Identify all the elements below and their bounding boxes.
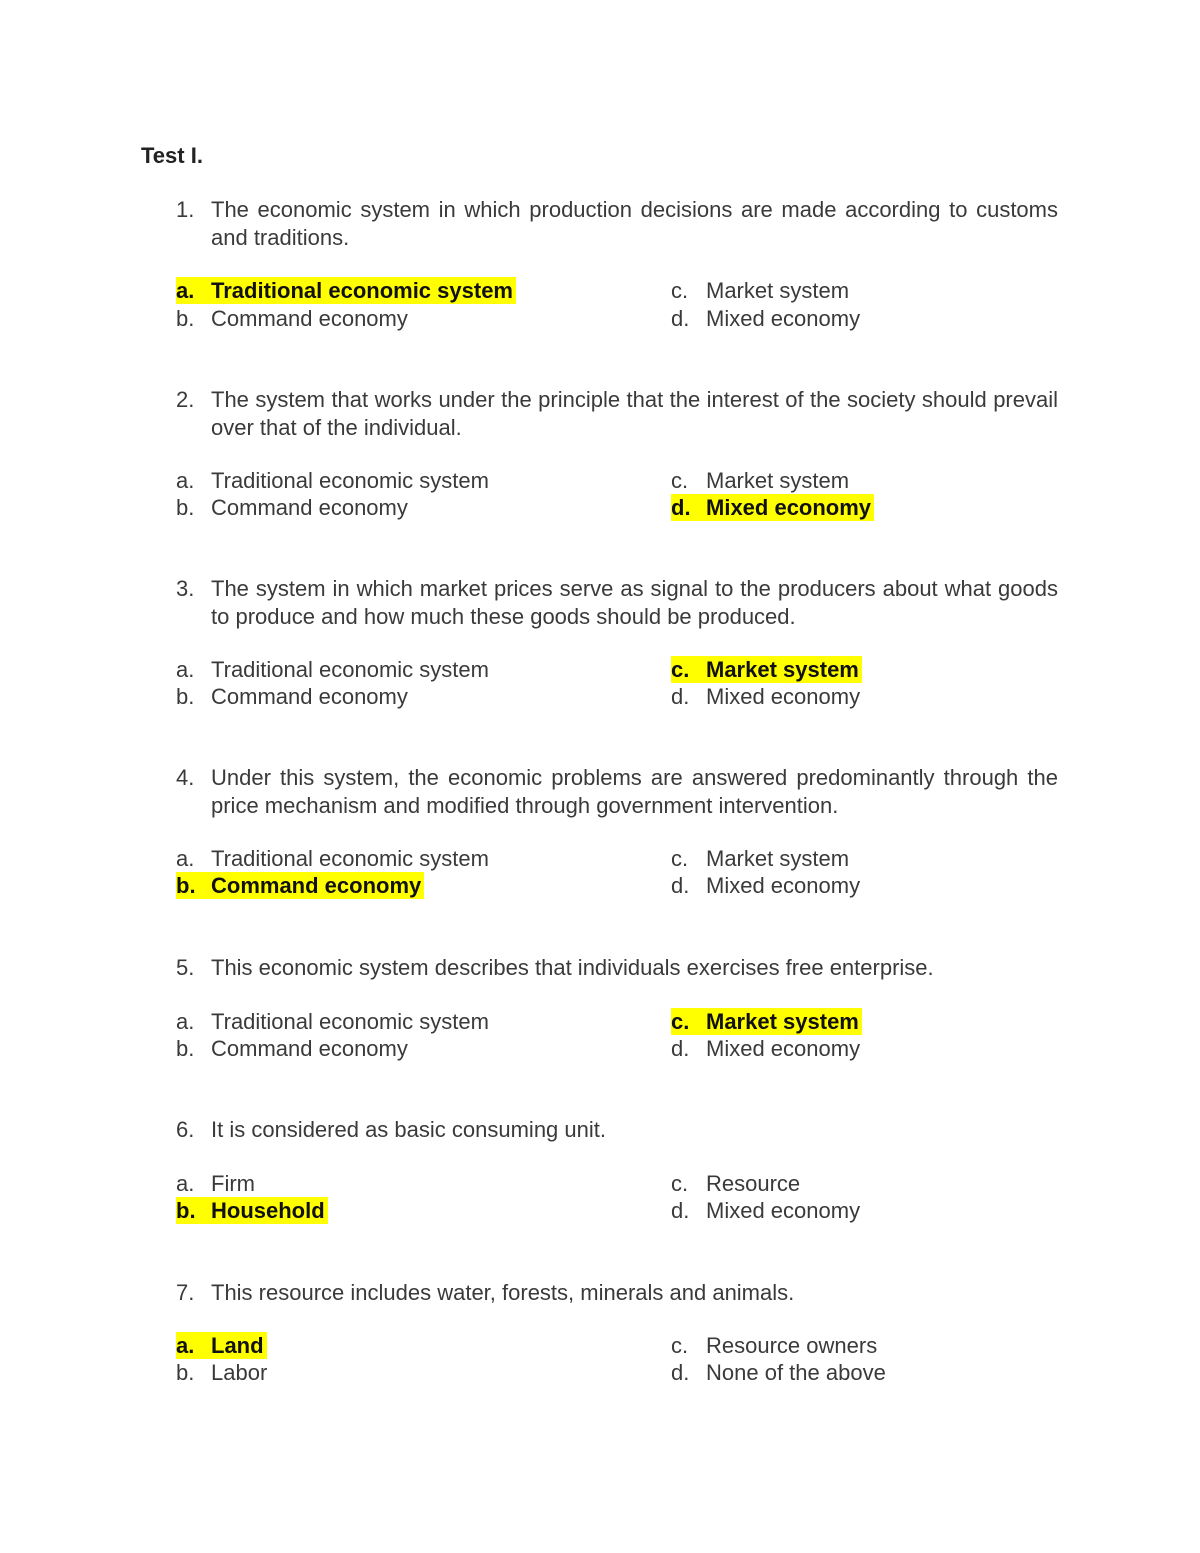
- question-number: 3.: [176, 576, 195, 601]
- question-text: The system in which market prices serve as signal to the producers about what goods to produce and how much these goods should be produced.: [211, 576, 1058, 629]
- option-7b: b. Labor: [176, 1360, 268, 1385]
- option-4a: a. Traditional economic system: [176, 846, 489, 871]
- test-title: Test I.: [141, 143, 203, 168]
- question-text: The system that works under the principle that the interest of the society should prevail over that of the individual.: [211, 387, 1058, 440]
- option-3d: d. Mixed economy: [671, 684, 861, 709]
- option-3b: b. Command economy: [176, 684, 408, 709]
- question-number: 6.: [176, 1117, 195, 1142]
- option-5d: d. Mixed economy: [671, 1036, 861, 1061]
- option-2b: b. Command economy: [176, 495, 408, 520]
- option-3c: c. Market system: [671, 656, 862, 683]
- question-text: This resource includes water, forests, minerals and animals.: [211, 1280, 795, 1305]
- option-1c: c. Market system: [671, 278, 850, 303]
- option-4b: b. Command economy: [176, 872, 424, 899]
- question-text: The economic system in which production decisions are made according to customs and traditions.: [211, 197, 1058, 250]
- option-6b: b. Household: [176, 1197, 328, 1224]
- question-number: 4.: [176, 765, 195, 790]
- option-5b: b. Command economy: [176, 1036, 408, 1061]
- option-4d: d. Mixed economy: [671, 873, 861, 898]
- option-2c: c. Market system: [671, 468, 850, 493]
- option-7a: a. Land: [176, 1332, 267, 1359]
- question-number: 5.: [176, 955, 195, 980]
- option-6c: c. Resource: [671, 1171, 801, 1196]
- question-text: This economic system describes that individuals exercises free enterprise.: [211, 955, 934, 980]
- option-3a: a. Traditional economic system: [176, 657, 489, 682]
- option-7c: c. Resource owners: [671, 1333, 878, 1358]
- option-7d: d. None of the above: [671, 1360, 886, 1385]
- option-4c: c. Market system: [671, 846, 850, 871]
- question-number: 2.: [176, 387, 195, 412]
- option-2a: a. Traditional economic system: [176, 468, 489, 493]
- option-1d: d. Mixed economy: [671, 306, 861, 331]
- question-number: 1.: [176, 197, 195, 222]
- question-text: Under this system, the economic problems are answered predominantly through the price mechanism and modified through government intervention.: [211, 765, 1058, 818]
- question-text: It is considered as basic consuming unit.: [211, 1117, 606, 1142]
- option-2d: d. Mixed economy: [671, 494, 874, 521]
- option-5c: c. Market system: [671, 1008, 862, 1035]
- question-number: 7.: [176, 1280, 195, 1305]
- option-6a: a. Firm: [176, 1171, 255, 1196]
- option-1a: a. Traditional economic system: [176, 277, 516, 304]
- option-1b: b. Command economy: [176, 306, 408, 331]
- option-6d: d. Mixed economy: [671, 1198, 861, 1223]
- option-5a: a. Traditional economic system: [176, 1009, 489, 1034]
